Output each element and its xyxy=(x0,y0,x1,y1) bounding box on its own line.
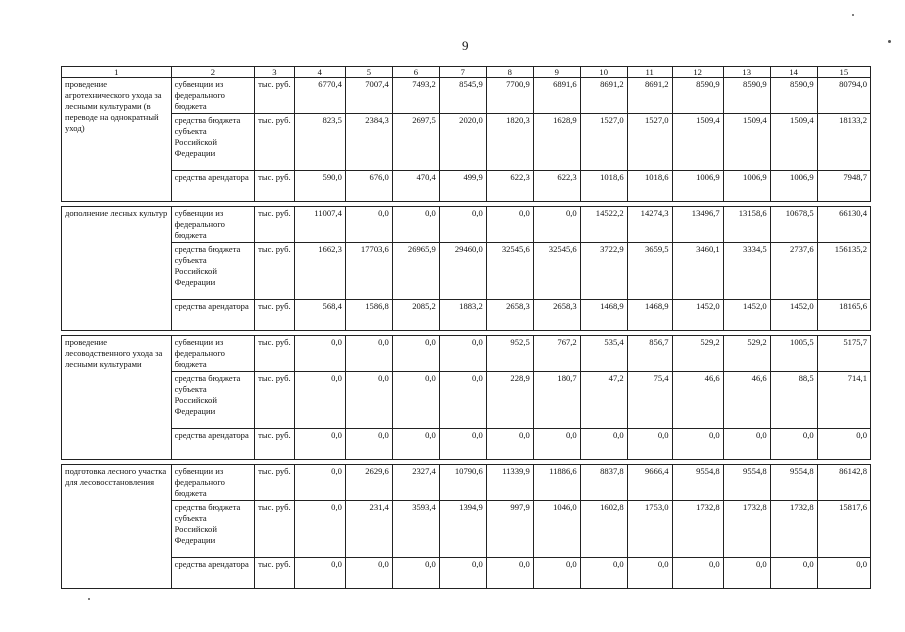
value-cell: 5175,7 xyxy=(817,336,870,372)
value-cell: 9554,8 xyxy=(672,465,723,501)
value-cell: 46,6 xyxy=(723,372,770,429)
table-row xyxy=(62,336,871,372)
unit-cell: тыс. руб. xyxy=(255,78,295,114)
value-cell: 2085,2 xyxy=(392,300,439,331)
value-cell: 13496,7 xyxy=(672,207,723,243)
value-cell: 6891,6 xyxy=(533,78,580,114)
value-cell: 2737,6 xyxy=(770,243,817,300)
table-row xyxy=(62,465,871,501)
value-cell: 1006,9 xyxy=(770,171,817,202)
funding-source-cell: средства арендатора xyxy=(171,300,255,331)
budget-table xyxy=(61,66,871,589)
value-cell: 6770,4 xyxy=(294,78,345,114)
value-cell: 1509,4 xyxy=(770,114,817,171)
table-row xyxy=(62,243,871,300)
value-cell: 228,9 xyxy=(486,372,533,429)
value-cell: 0,0 xyxy=(533,558,580,589)
value-cell: 3722,9 xyxy=(580,243,627,300)
value-cell: 7493,2 xyxy=(392,78,439,114)
value-cell: 568,4 xyxy=(294,300,345,331)
column-number: 12 xyxy=(672,67,723,78)
funding-source-cell: средства бюджета субъекта Российской Федерации xyxy=(171,501,255,558)
value-cell: 499,9 xyxy=(439,171,486,202)
value-cell: 0,0 xyxy=(439,429,486,460)
unit-cell: тыс. руб. xyxy=(255,501,295,558)
value-cell: 952,5 xyxy=(486,336,533,372)
funding-source-cell: средства бюджета субъекта Российской Федерации xyxy=(171,372,255,429)
value-cell: 1006,9 xyxy=(672,171,723,202)
value-cell: 8837,8 xyxy=(580,465,627,501)
value-cell: 0,0 xyxy=(294,429,345,460)
value-cell: 0,0 xyxy=(392,558,439,589)
value-cell: 0,0 xyxy=(439,207,486,243)
value-cell: 0,0 xyxy=(580,429,627,460)
value-cell: 86142,8 xyxy=(817,465,870,501)
table-row xyxy=(62,78,871,114)
value-cell: 0,0 xyxy=(294,501,345,558)
value-cell: 0,0 xyxy=(533,429,580,460)
value-cell: 0,0 xyxy=(439,558,486,589)
value-cell: 8590,9 xyxy=(672,78,723,114)
value-cell: 2020,0 xyxy=(439,114,486,171)
value-cell: 0,0 xyxy=(486,207,533,243)
activity-cell: проведение лесоводственного ухода за лесными культурами xyxy=(62,336,172,460)
value-cell: 0,0 xyxy=(439,372,486,429)
value-cell: 622,3 xyxy=(486,171,533,202)
column-number: 14 xyxy=(770,67,817,78)
value-cell: 17703,6 xyxy=(345,243,392,300)
value-cell: 0,0 xyxy=(345,336,392,372)
value-cell: 1452,0 xyxy=(672,300,723,331)
value-cell: 11339,9 xyxy=(486,465,533,501)
value-cell: 18133,2 xyxy=(817,114,870,171)
column-number: 8 xyxy=(486,67,533,78)
value-cell: 590,0 xyxy=(294,171,345,202)
value-cell: 1883,2 xyxy=(439,300,486,331)
value-cell: 47,2 xyxy=(580,372,627,429)
table-row xyxy=(62,372,871,429)
value-cell: 0,0 xyxy=(580,558,627,589)
column-number: 1 xyxy=(62,67,172,78)
value-cell: 7007,4 xyxy=(345,78,392,114)
unit-cell: тыс. руб. xyxy=(255,465,295,501)
value-cell: 8590,9 xyxy=(770,78,817,114)
value-cell: 823,5 xyxy=(294,114,345,171)
value-cell: 0,0 xyxy=(723,558,770,589)
unit-cell: тыс. руб. xyxy=(255,429,295,460)
value-cell: 3659,5 xyxy=(627,243,672,300)
value-cell: 156135,2 xyxy=(817,243,870,300)
value-cell: 856,7 xyxy=(627,336,672,372)
value-cell: 9666,4 xyxy=(627,465,672,501)
value-cell: 11007,4 xyxy=(294,207,345,243)
value-cell: 0,0 xyxy=(392,372,439,429)
value-cell: 622,3 xyxy=(533,171,580,202)
column-number: 15 xyxy=(817,67,870,78)
value-cell: 1820,3 xyxy=(486,114,533,171)
value-cell: 2384,3 xyxy=(345,114,392,171)
value-cell: 0,0 xyxy=(294,336,345,372)
value-cell: 1452,0 xyxy=(723,300,770,331)
column-number-row xyxy=(62,67,871,78)
value-cell: 88,5 xyxy=(770,372,817,429)
unit-cell: тыс. руб. xyxy=(255,300,295,331)
value-cell: 470,4 xyxy=(392,171,439,202)
funding-source-cell: средства арендатора xyxy=(171,171,255,202)
value-cell: 0,0 xyxy=(294,465,345,501)
column-number: 13 xyxy=(723,67,770,78)
value-cell: 0,0 xyxy=(723,429,770,460)
value-cell: 1005,5 xyxy=(770,336,817,372)
unit-cell: тыс. руб. xyxy=(255,336,295,372)
column-number: 2 xyxy=(171,67,255,78)
value-cell: 8545,9 xyxy=(439,78,486,114)
column-number: 7 xyxy=(439,67,486,78)
value-cell: 1527,0 xyxy=(580,114,627,171)
value-cell: 0,0 xyxy=(294,558,345,589)
table-row xyxy=(62,300,871,331)
value-cell: 0,0 xyxy=(392,429,439,460)
funding-source-cell: средства арендатора xyxy=(171,429,255,460)
scan-speck xyxy=(888,40,891,43)
value-cell: 1018,6 xyxy=(627,171,672,202)
column-number: 3 xyxy=(255,67,295,78)
scan-speck xyxy=(852,14,854,16)
value-cell: 10790,6 xyxy=(439,465,486,501)
column-number: 4 xyxy=(294,67,345,78)
value-cell: 1586,8 xyxy=(345,300,392,331)
value-cell: 0,0 xyxy=(672,558,723,589)
value-cell: 32545,6 xyxy=(533,243,580,300)
value-cell: 0,0 xyxy=(345,429,392,460)
value-cell: 767,2 xyxy=(533,336,580,372)
column-number: 5 xyxy=(345,67,392,78)
funding-source-cell: средства арендатора xyxy=(171,558,255,589)
value-cell: 10678,5 xyxy=(770,207,817,243)
page-number: 9 xyxy=(462,38,469,53)
value-cell: 0,0 xyxy=(817,429,870,460)
value-cell: 46,6 xyxy=(672,372,723,429)
column-number: 11 xyxy=(627,67,672,78)
value-cell: 11886,6 xyxy=(533,465,580,501)
value-cell: 0,0 xyxy=(486,429,533,460)
value-cell: 9554,8 xyxy=(770,465,817,501)
value-cell: 1628,9 xyxy=(533,114,580,171)
value-cell: 714,1 xyxy=(817,372,870,429)
table-row xyxy=(62,429,871,460)
value-cell: 7700,9 xyxy=(486,78,533,114)
table-row xyxy=(62,501,871,558)
value-cell: 0,0 xyxy=(533,207,580,243)
value-cell: 2629,6 xyxy=(345,465,392,501)
value-cell: 0,0 xyxy=(345,372,392,429)
value-cell: 529,2 xyxy=(723,336,770,372)
funding-source-cell: субвенции из федерального бюджета xyxy=(171,336,255,372)
unit-cell: тыс. руб. xyxy=(255,207,295,243)
value-cell: 26965,9 xyxy=(392,243,439,300)
value-cell: 14522,2 xyxy=(580,207,627,243)
table-row xyxy=(62,114,871,171)
value-cell: 2327,4 xyxy=(392,465,439,501)
value-cell: 14274,3 xyxy=(627,207,672,243)
value-cell: 1602,8 xyxy=(580,501,627,558)
value-cell: 3334,5 xyxy=(723,243,770,300)
value-cell: 8590,9 xyxy=(723,78,770,114)
funding-source-cell: субвенции из федерального бюджета xyxy=(171,465,255,501)
value-cell: 1018,6 xyxy=(580,171,627,202)
funding-source-cell: средства бюджета субъекта Российской Федерации xyxy=(171,114,255,171)
value-cell: 15817,6 xyxy=(817,501,870,558)
unit-cell: тыс. руб. xyxy=(255,372,295,429)
value-cell: 18165,6 xyxy=(817,300,870,331)
table-row xyxy=(62,171,871,202)
value-cell: 1006,9 xyxy=(723,171,770,202)
value-cell: 13158,6 xyxy=(723,207,770,243)
value-cell: 2697,5 xyxy=(392,114,439,171)
value-cell: 29460,0 xyxy=(439,243,486,300)
value-cell: 0,0 xyxy=(672,429,723,460)
value-cell: 75,4 xyxy=(627,372,672,429)
activity-cell: проведение агротехнического ухода за лесными культурами (в переводе на однократный уход) xyxy=(62,78,172,202)
table-row xyxy=(62,207,871,243)
unit-cell: тыс. руб. xyxy=(255,243,295,300)
column-number: 6 xyxy=(392,67,439,78)
value-cell: 1662,3 xyxy=(294,243,345,300)
value-cell: 1732,8 xyxy=(672,501,723,558)
value-cell: 1394,9 xyxy=(439,501,486,558)
value-cell: 231,4 xyxy=(345,501,392,558)
value-cell: 8691,2 xyxy=(580,78,627,114)
table-row xyxy=(62,558,871,589)
value-cell: 1753,0 xyxy=(627,501,672,558)
funding-source-cell: субвенции из федерального бюджета xyxy=(171,78,255,114)
scan-speck xyxy=(88,598,90,600)
value-cell: 1732,8 xyxy=(770,501,817,558)
value-cell: 2658,3 xyxy=(486,300,533,331)
value-cell: 0,0 xyxy=(770,558,817,589)
value-cell: 0,0 xyxy=(627,558,672,589)
unit-cell: тыс. руб. xyxy=(255,558,295,589)
value-cell: 0,0 xyxy=(439,336,486,372)
value-cell: 9554,8 xyxy=(723,465,770,501)
value-cell: 3460,1 xyxy=(672,243,723,300)
value-cell: 997,9 xyxy=(486,501,533,558)
value-cell: 0,0 xyxy=(345,558,392,589)
value-cell: 676,0 xyxy=(345,171,392,202)
value-cell: 1527,0 xyxy=(627,114,672,171)
value-cell: 180,7 xyxy=(533,372,580,429)
value-cell: 2658,3 xyxy=(533,300,580,331)
value-cell: 7948,7 xyxy=(817,171,870,202)
value-cell: 0,0 xyxy=(817,558,870,589)
funding-source-cell: средства бюджета субъекта Российской Федерации xyxy=(171,243,255,300)
unit-cell: тыс. руб. xyxy=(255,171,295,202)
value-cell: 1046,0 xyxy=(533,501,580,558)
value-cell: 80794,0 xyxy=(817,78,870,114)
value-cell: 0,0 xyxy=(486,558,533,589)
value-cell: 535,4 xyxy=(580,336,627,372)
value-cell: 8691,2 xyxy=(627,78,672,114)
value-cell: 0,0 xyxy=(770,429,817,460)
value-cell: 1509,4 xyxy=(723,114,770,171)
column-number: 9 xyxy=(533,67,580,78)
value-cell: 1509,4 xyxy=(672,114,723,171)
activity-cell: подготовка лесного участка для лесовосстановления xyxy=(62,465,172,589)
value-cell: 66130,4 xyxy=(817,207,870,243)
value-cell: 0,0 xyxy=(392,207,439,243)
unit-cell: тыс. руб. xyxy=(255,114,295,171)
value-cell: 1452,0 xyxy=(770,300,817,331)
funding-source-cell: субвенции из федерального бюджета xyxy=(171,207,255,243)
value-cell: 0,0 xyxy=(345,207,392,243)
value-cell: 0,0 xyxy=(392,336,439,372)
value-cell: 529,2 xyxy=(672,336,723,372)
value-cell: 32545,6 xyxy=(486,243,533,300)
value-cell: 3593,4 xyxy=(392,501,439,558)
value-cell: 1732,8 xyxy=(723,501,770,558)
column-number: 10 xyxy=(580,67,627,78)
value-cell: 0,0 xyxy=(627,429,672,460)
value-cell: 1468,9 xyxy=(627,300,672,331)
value-cell: 1468,9 xyxy=(580,300,627,331)
activity-cell: дополнение лесных культур xyxy=(62,207,172,331)
value-cell: 0,0 xyxy=(294,372,345,429)
